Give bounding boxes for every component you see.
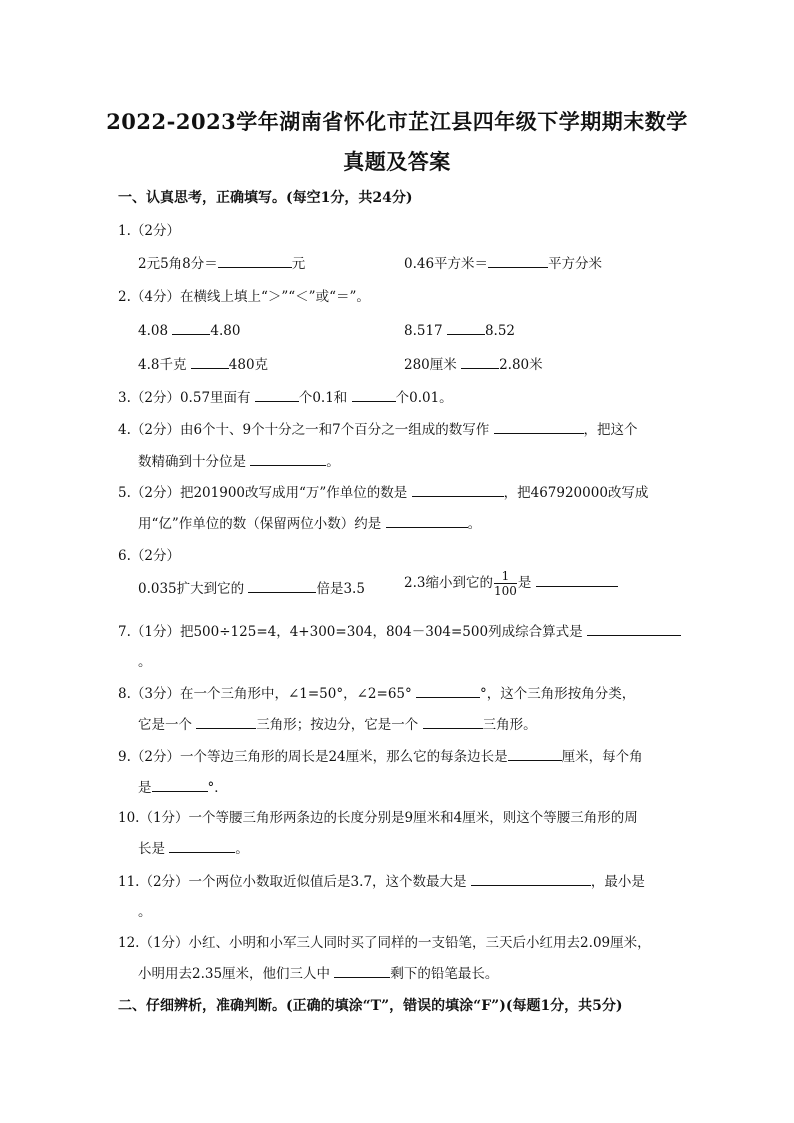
q6-a-text: 0.035扩大到它的 <box>138 581 245 597</box>
q2-c-right: 480克 <box>228 357 269 373</box>
q12-line1: 12.（1分）小红、小明和小军三人同时买了同样的一支铅笔，三天后小红用去2.09厘米， <box>118 935 651 951</box>
q1-a-blank[interactable] <box>218 253 292 268</box>
q8-text-a: 8.（3分）在一个三角形中，∠1=50°，∠2=65° <box>118 686 412 702</box>
q10-line1: 10.（1分）一个等腰三角形两条边的长度分别是9厘米和4厘米，则这个等腰三角形的周 <box>118 810 638 826</box>
section-1-heading: 一、认真思考，正确填写。(每空1分，共24分) <box>118 190 413 206</box>
q6-fraction-numerator: 1 <box>494 570 517 584</box>
q1-b-unit: 平方分米 <box>548 256 603 272</box>
q10-text-c: 。 <box>235 841 249 857</box>
q8-blank-2[interactable] <box>196 714 256 729</box>
q11-line1 <box>118 870 645 890</box>
q4-line2 <box>138 450 340 470</box>
q11-line2: 。 <box>138 904 152 920</box>
q5-blank-2[interactable] <box>386 513 468 528</box>
q1-head: 1.（2分） <box>118 223 180 239</box>
q4-text-b: ，把这个 <box>583 422 638 438</box>
q2-b-right: 8.52 <box>484 323 516 339</box>
q12-blank[interactable] <box>334 963 390 978</box>
q12-line2 <box>138 962 498 982</box>
q11-blank-1[interactable] <box>471 871 591 886</box>
q10-text-b: 长是 <box>138 841 165 857</box>
q7-line2: 。 <box>138 654 152 670</box>
q9-blank-1[interactable] <box>508 746 562 761</box>
q4-text-c: 数精确到十分位是 <box>138 454 246 470</box>
q8-text-d: 三角形；按边分，它是一个 <box>256 717 419 733</box>
q12-text-b: 小明用去2.35厘米，他们三人中 <box>138 966 331 982</box>
doc-title-line2: 真题及答案 <box>343 149 451 174</box>
q9-line1 <box>118 745 643 765</box>
q5-text-a: 5.（2分）把201900改写成用“万”作单位的数是 <box>118 485 408 501</box>
q2-item-b <box>404 320 515 339</box>
q3-blank-1[interactable] <box>255 387 299 402</box>
q6-b-blank[interactable] <box>536 572 618 587</box>
q7-blank[interactable] <box>587 621 681 636</box>
q6-b-text: 2.3缩小到它的 <box>404 575 493 591</box>
q2-d-blank[interactable] <box>461 354 499 369</box>
q4-blank-1[interactable] <box>494 419 584 434</box>
q8-text-e: 三角形。 <box>482 717 537 733</box>
q5-line2 <box>138 512 481 532</box>
q6-a-text2: 倍是3.5 <box>316 581 365 597</box>
q8-text-c: 它是一个 <box>138 717 192 733</box>
q2-item-d <box>404 353 543 373</box>
q3-blank-2[interactable] <box>352 387 396 402</box>
q6-part-a <box>138 577 365 597</box>
section-2-heading: 二、仔细辨析，准确判断。(正确的填涂“T”，错误的填涂“F”)(每题1分，共5分) <box>118 998 623 1014</box>
q2-a-left: 4.08 <box>138 323 169 339</box>
q9-blank-2[interactable] <box>152 777 208 792</box>
q6-part-b <box>404 570 618 597</box>
q2-b-left: 8.517 <box>404 323 443 339</box>
q8-line1 <box>118 682 635 702</box>
q2-b-blank[interactable] <box>447 320 485 335</box>
q8-line2 <box>138 713 537 733</box>
q3-text-c: 个0.01。 <box>395 390 453 406</box>
q1-b-text: 0.46平方米＝ <box>404 256 489 272</box>
q8-blank-3[interactable] <box>423 714 483 729</box>
q9-text-d: °． <box>207 780 228 796</box>
q5-text-c: 用“亿”作单位的数（保留两位小数）约是 <box>138 516 382 532</box>
q9-line2 <box>138 776 228 796</box>
q6-fraction-denominator: 100 <box>493 584 517 598</box>
q2-a-blank[interactable] <box>172 320 210 335</box>
q2-d-left: 280厘米 <box>404 357 457 373</box>
q1-part-a <box>138 252 305 272</box>
q4-line1 <box>118 418 638 438</box>
q7-text-a: 7.（1分）把500÷125=4，4+300=304，804－304=500列成综合算式是 <box>118 624 583 640</box>
q1-part-b <box>404 252 602 272</box>
q6-b-text2: 是 <box>517 575 532 591</box>
q5-text-b: ，把467920000改写成 <box>503 485 649 501</box>
q11-text-b: ，最小是 <box>590 874 645 890</box>
q5-blank-1[interactable] <box>412 482 504 497</box>
q1-a-unit: 元 <box>291 256 306 272</box>
q8-text-b: °，这个三角形按角分类， <box>480 686 636 702</box>
q5-line1 <box>118 481 648 501</box>
q2-d-right: 2.80米 <box>499 357 543 373</box>
q10-line2 <box>138 837 249 857</box>
q1-b-blank[interactable] <box>488 253 548 268</box>
q6-fraction <box>494 570 517 597</box>
doc-title-line1: 2022-2023学年湖南省怀化市芷江县四年级下学期期末数学 <box>106 109 688 134</box>
q7-line1 <box>118 620 681 640</box>
q2-item-a <box>138 320 240 339</box>
q8-blank-1[interactable] <box>416 683 480 698</box>
q10-blank[interactable] <box>169 838 235 853</box>
q2-c-left: 4.8千克 <box>138 357 187 373</box>
q2-item-c <box>138 353 268 373</box>
q5-text-d: 。 <box>467 516 482 532</box>
q9-text-b: 厘米，每个角 <box>561 749 643 765</box>
q11-text-a: 11.（2分）一个两位小数取近似值后是3.7，这个数最大是 <box>118 874 467 890</box>
q2-a-right: 4.80 <box>210 323 241 339</box>
q12-text-c: 剩下的铅笔最长。 <box>390 966 499 982</box>
q3-text-a: 3.（2分）0.57里面有 <box>118 390 251 406</box>
q6-a-blank[interactable] <box>248 578 316 593</box>
q4-text-d: 。 <box>326 454 340 470</box>
q4-blank-2[interactable] <box>250 451 326 466</box>
q3-text-b: 个0.1和 <box>298 390 348 406</box>
q3 <box>118 386 453 406</box>
q9-text-c: 是 <box>138 780 152 796</box>
q9-text-a: 9.（2分）一个等边三角形的周长是24厘米，那么它的每条边长是 <box>118 749 508 765</box>
q4-text-a: 4.（2分）由6个十、9个十分之一和7个百分之一组成的数写作 <box>118 422 490 438</box>
q2-c-blank[interactable] <box>191 354 229 369</box>
q2-head: 2.（4分）在横线上填上“＞”“＜”或“＝”。 <box>118 289 370 305</box>
q6-head: 6.（2分） <box>118 548 180 564</box>
q1-a-text: 2元5角8分＝ <box>138 256 218 272</box>
